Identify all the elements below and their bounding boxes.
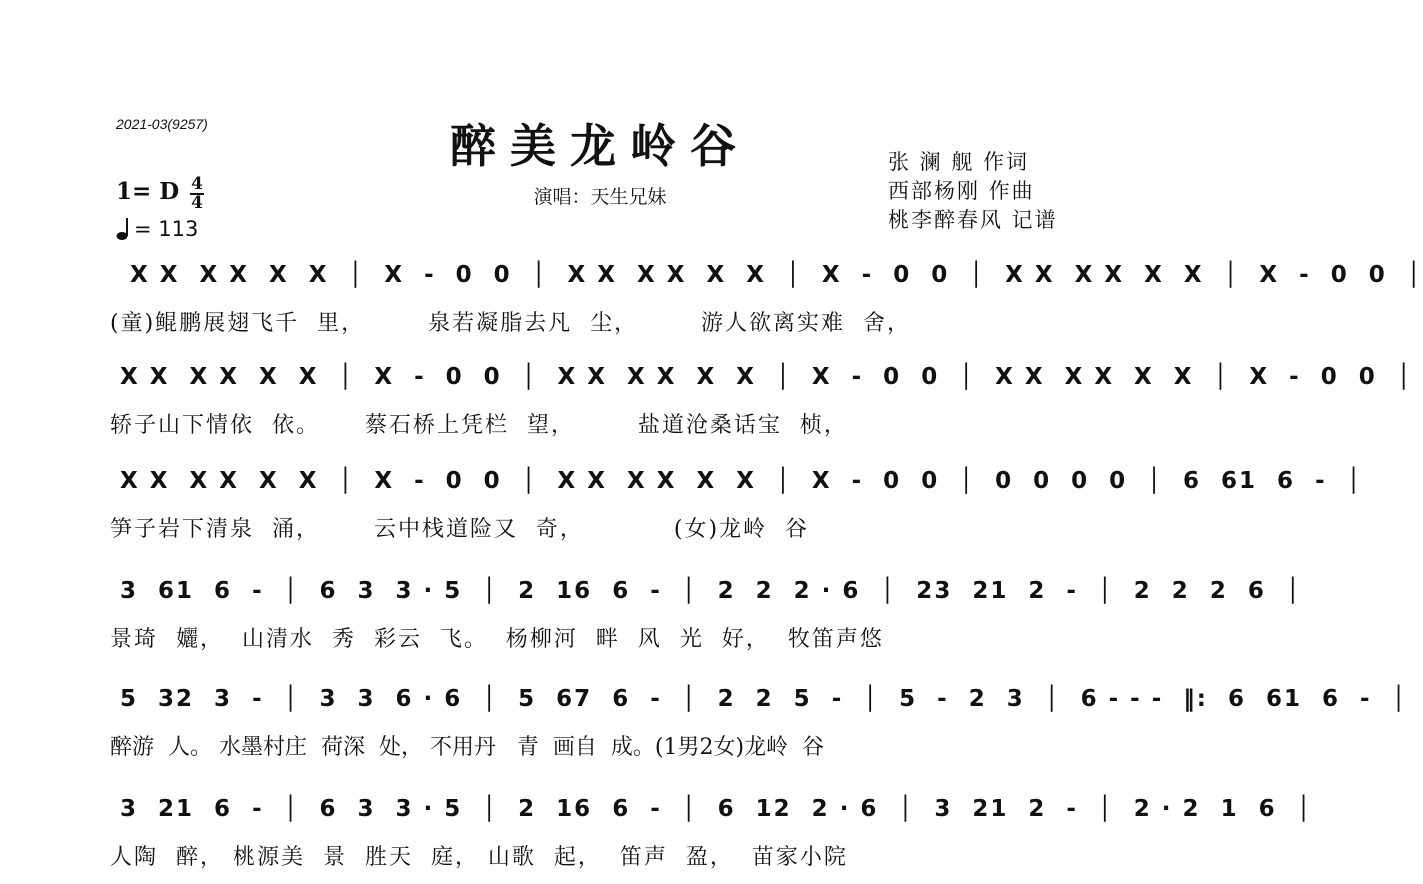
notes-row: X X X X X X │ X - 0 0 │ X X X X X X │ X - 0 0 │ X X X X X X │ X - 0 0 │ — [110, 262, 1423, 288]
lyrics-row: 景琦 孋， 山清水 秀 彩云 飞。 杨柳河 畔 风 光 好， 牧笛声悠 — [110, 627, 884, 652]
score-line-6 — [110, 796, 1313, 884]
notes-row: 5 32 3 - │ 3 3 6 · 6 │ 5 67 6 - │ 2 2 5 - │ 5 - 2 3 │ 6 - - - ‖: 6 61 6 - │ — [110, 686, 1408, 712]
notes-row: X X X X X X │ X - 0 0 │ X X X X X X │ X - 0 0 │ 0 0 0 0 │ 6 61 6 - │ — [110, 468, 1363, 494]
lyrics-row: 轿子山下情依 依。 蔡石桥上凭栏 望， 盐道沧桑话宝 桢， — [110, 413, 848, 438]
sheet-code: 2021-03(9257) — [116, 116, 208, 132]
lyrics-row: 醉游 人。 水墨村庄 荷深 处， 不用丹 青 画自 成。(1男2女)龙岭 谷 — [110, 735, 825, 760]
lyrics-row: 人陶 醉， 桃源美 景 胜天 庭， 山歌 起， 笛声 盈， 苗家小院 — [110, 845, 848, 870]
notes-row: 3 21 6 - │ 6 3 3 · 5 │ 2 16 6 - │ 6 12 2 · 6 │ 3 21 2 - │ 2 · 2 1 6 │ — [110, 796, 1313, 822]
score-line-1 — [110, 262, 1423, 350]
score-line-2 — [110, 364, 1413, 452]
notes-row: X X X X X X │ X - 0 0 │ X X X X X X │ X - 0 0 │ X X X X X X │ X - 0 0 │ — [110, 364, 1413, 390]
score-line-3 — [110, 468, 1363, 556]
key-signature: 1= D — [116, 178, 180, 205]
composer-credit: 西部杨刚 作曲 — [888, 179, 1035, 203]
score-line-4 — [110, 578, 1302, 666]
lyrics-row: 笋子岩下清泉 涌， 云中栈道险又 奇， (女)龙岭 谷 — [110, 517, 810, 542]
notes-row: 3 61 6 - │ 6 3 3 · 5 │ 2 16 6 - │ 2 2 2 · 6 │ 23 21 2 - │ 2 2 2 6 │ — [110, 578, 1302, 604]
tempo-marking — [116, 217, 198, 241]
score-line-5 — [110, 686, 1408, 774]
singer-credit: 演唱：天生兄妹 — [533, 186, 667, 208]
lyrics-row: (童)鲲鹏展翅飞千 里， 泉若凝脂去凡 尘， 游人欲离实难 舍， — [110, 311, 912, 336]
credits-block — [888, 148, 1058, 235]
quarter-note-icon — [116, 217, 130, 241]
time-signature-bottom: 4 — [191, 193, 203, 213]
time-signature-top: 4 — [191, 174, 203, 194]
song-title: 醉美龙岭谷 — [450, 119, 750, 173]
lyricist-credit: 张 澜 舰 作词 — [888, 150, 1030, 174]
time-signature — [190, 176, 204, 212]
tempo-value: = 113 — [134, 217, 199, 241]
transcriber-credit: 桃李醉春风 记谱 — [888, 208, 1058, 232]
